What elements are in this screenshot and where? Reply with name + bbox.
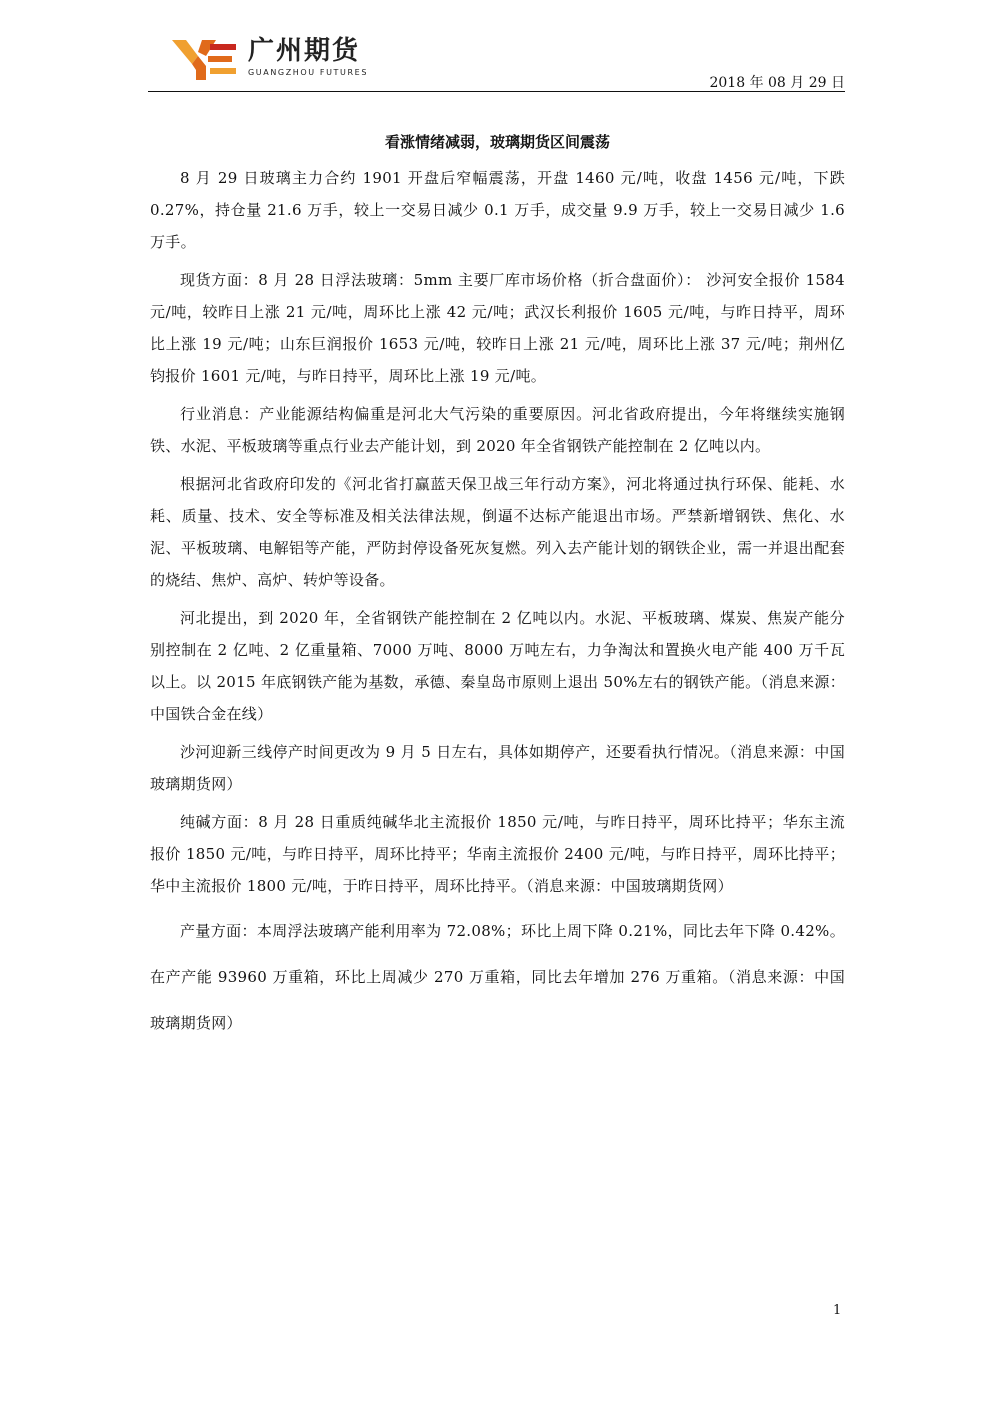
paragraph-action-plan: 根据河北省政府印发的《河北省打赢蓝天保卫战三年行动方案》，河北将通过执行环保、能耗、水耗、质量、技术、安全等标准及相关法律法规，倒逼不达标产能退出市场。严禁新增钢铁、焦化、水泥、平板玻璃、电解铝等产能，严防封停设备死灰复燃。列入去产能计划的钢铁企业，需一并退出配套的烧结、焦炉、高炉、转炉等设备。 [150, 475, 845, 589]
paragraph-capacity-targets: 河北提出，到 2020 年，全省钢铁产能控制在 2 亿吨以内。水泥、平板玻璃、煤炭、焦炭产能分别控制在 2 亿吨、2 亿重量箱、7000 万吨、8000 万吨左右，力争淘汰和置换火电产能 400 万千瓦以上。以 2015 年底钢铁产能为基数，承德、秦皇岛市原则上退出 50%左右的钢铁产能。（消息来源：中国铁合金在线） [150, 609, 845, 723]
document-title: 看涨情绪减弱，玻璃期货区间震荡 [384, 133, 610, 151]
page-header [150, 36, 845, 94]
paragraph-production: 产量方面：本周浮法玻璃产能利用率为 72.08%；环比上周下降 0.21%，同比去年下降 0.42%。在产产能 93960 万重箱，环比上周减少 270 万重箱，同比去年增加 276 万重箱。（消息来源：中国玻璃期货网） [150, 922, 845, 1032]
paragraph-spot-prices: 现货方面：8 月 28 日浮法玻璃：5mm 主要厂库市场价格（折合盘面价）： 沙河安全报价 1584 元/吨，较昨日上涨 21 元/吨，周环比上涨 42 元/吨；武汉长利报价 1605 元/吨，与昨日持平，周环比上涨 19 元/吨；山东巨润报价 1653 元/吨，较昨日上涨 21 元/吨，周环比上涨 37 元/吨；荆州亿钧报价 1601 元/吨，与昨日持平，周环比上涨 19 元/吨。 [150, 271, 845, 385]
brand-name-english: GUANGZHOU FUTURES [248, 68, 368, 77]
header-divider [148, 91, 845, 92]
page-number: 1 [833, 1303, 842, 1318]
paragraph-shahe-shutdown: 沙河迎新三线停产时间更改为 9 月 5 日左右，具体如期停产，还要看执行情况。（消息来源：中国玻璃期货网） [150, 743, 845, 793]
company-logo [172, 40, 238, 80]
report-date: 2018 年 08 月 29 日 [709, 75, 845, 91]
paragraph-industry-news: 行业消息：产业能源结构偏重是河北大气污染的重要原因。河北省政府提出，今年将继续实施钢铁、水泥、平板玻璃等重点行业去产能计划，到 2020 年全省钢铁产能控制在 2 亿吨以内。 [150, 405, 845, 455]
paragraph-soda-ash: 纯碱方面：8 月 28 日重质纯碱华北主流报价 1850 元/吨，与昨日持平，周环比持平；华东主流报价 1850 元/吨，与昨日持平，周环比持平；华南主流报价 2400 元/吨，与昨日持平，周环比持平；华中主流报价 1800 元/吨，于昨日持平，周环比持平。（消息来源：中国玻璃期货网） [150, 813, 845, 895]
brand-name: 广州期货 [248, 36, 361, 66]
document-body [150, 162, 845, 1052]
paragraph-market-summary: 8 月 29 日玻璃主力合约 1901 开盘后窄幅震荡，开盘 1460 元/吨，收盘 1456 元/吨，下跌 0.27%，持仓量 21.6 万手，较上一交易日减少 0.1 万手，成交量 9.9 万手，较上一交易日减少 1.6 万手。 [150, 169, 845, 251]
